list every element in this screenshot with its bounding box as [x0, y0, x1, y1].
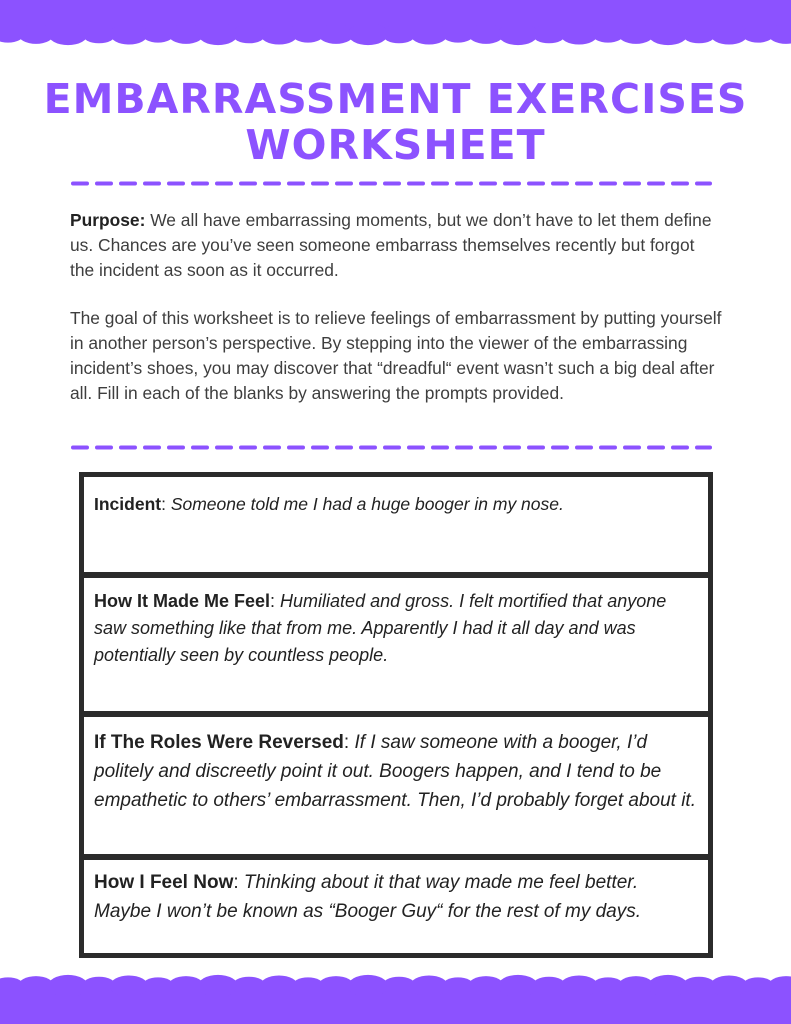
purpose-paragraph	[70, 208, 722, 283]
divider-top	[70, 181, 712, 186]
purpose-label: Purpose:	[70, 210, 146, 230]
how-it-made-me-feel-field[interactable]	[84, 578, 708, 711]
how-i-feel-now-field[interactable]	[84, 860, 708, 953]
purpose-text: We all have embarrassing moments, but we don’t have to let them define us. Chances are you’ve seen someone embarrass themselves recently but forgot the incident as soon as it occurred.	[70, 210, 712, 280]
top-scallop-border	[0, 0, 791, 56]
page-title-line-2: WORKSHEET	[245, 121, 546, 169]
bottom-scallop-border	[0, 964, 791, 1024]
how-it-made-me-feel-answer: Humiliated and gross. I felt mortified that anyone saw something like that from me. Apparently I had it all day and was potentially seen by countless people.	[94, 591, 667, 665]
page-title-line-1: EMBARRASSMENT EXERCISES	[43, 75, 748, 123]
how-it-made-me-feel-separator: :	[270, 591, 281, 611]
divider-bottom	[70, 445, 712, 450]
roles-reversed-label: If The Roles Were Reversed	[94, 732, 344, 753]
worksheet-table	[79, 472, 713, 958]
incident-separator: :	[161, 494, 171, 514]
roles-reversed-separator: :	[343, 732, 355, 753]
page-title	[0, 76, 791, 168]
how-i-feel-now-label: How I Feel Now	[94, 872, 234, 893]
how-i-feel-now-answer: Thinking about it that way made me feel better. Maybe I won’t be known as “Booger Guy“ for the rest of my days.	[94, 872, 642, 922]
incident-label: Incident	[94, 494, 162, 514]
incident-field[interactable]	[84, 477, 708, 572]
incident-answer: Someone told me I had a huge booger in my nose.	[170, 494, 564, 514]
roles-reversed-field[interactable]	[84, 717, 708, 854]
how-i-feel-now-separator: :	[233, 872, 244, 893]
goal-paragraph: The goal of this worksheet is to relieve feelings of embarrassment by putting yourself in another person’s perspective. By stepping into the viewer of the embarrassing incident’s shoes, you may discover that “dreadful“ event wasn’t such a big deal after all. Fill in each of the blanks by answering the prompts provided.	[70, 308, 722, 403]
roles-reversed-answer: If I saw someone with a booger, I’d politely and discreetly point it out. Boogers happen, and I tend to be empathetic to others’ embarrassment. Then, I’d probably forget about it.	[94, 732, 696, 811]
how-it-made-me-feel-label: How It Made Me Feel	[94, 591, 271, 611]
